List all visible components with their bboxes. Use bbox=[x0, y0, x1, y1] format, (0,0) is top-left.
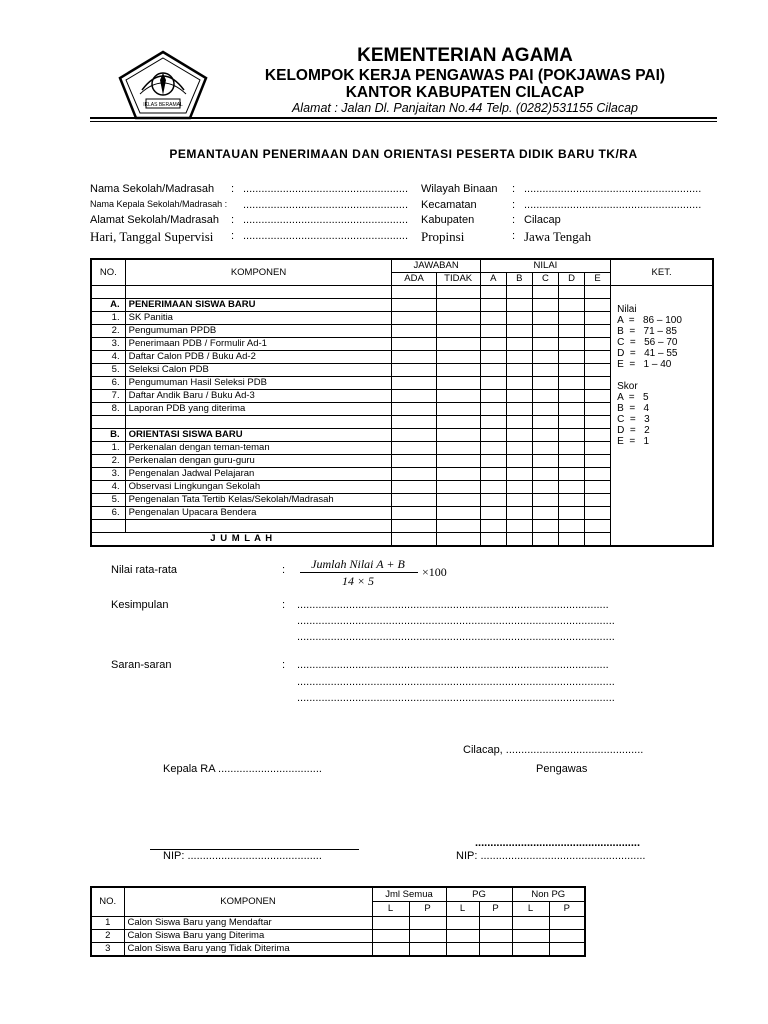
row-text: Pengumuman PPDB bbox=[125, 325, 392, 338]
row-no: 4. bbox=[91, 351, 125, 364]
col-p-header: P bbox=[479, 902, 512, 916]
date-field[interactable]: ...................................................... bbox=[243, 230, 409, 242]
school-name-field[interactable]: ...................................................... bbox=[243, 183, 409, 195]
row-text: Daftar Calon PDB / Buku Ad-2 bbox=[125, 351, 392, 364]
average-label: Nilai rata-rata bbox=[111, 564, 178, 576]
grade-d-header: D bbox=[558, 273, 584, 286]
conclusion-label: Kesimpulan bbox=[111, 599, 169, 611]
logo-banner-text: IKLAS BERAMAL bbox=[143, 102, 183, 108]
province-value: Jawa Tengah bbox=[524, 229, 592, 244]
conclusion-line-1[interactable]: ...................................................................................................... bbox=[297, 599, 609, 611]
office-address: Alamat : Jalan Dl. Panjaitan No.44 Telp. (0282)531155 Cilacap bbox=[291, 101, 639, 115]
col-nilai-header: NILAI bbox=[480, 259, 610, 273]
col-pg-header: PG bbox=[446, 887, 512, 902]
row-no: 5. bbox=[91, 494, 125, 507]
supervisor-nip[interactable]: NIP: ...................................................... bbox=[456, 850, 646, 862]
colon: : bbox=[231, 230, 235, 242]
header-rule-thick bbox=[90, 117, 717, 119]
supervisor-label: Pengawas bbox=[536, 763, 588, 775]
col-jml-semua-header: Jml Semua bbox=[372, 887, 446, 902]
row-text: Daftar Andik Baru / Buku Ad-3 bbox=[125, 390, 392, 403]
col-ada-header: ADA bbox=[392, 273, 436, 286]
row-no: 8. bbox=[91, 403, 125, 416]
suggestion-line-2[interactable]: ........................................................................................................ bbox=[297, 676, 615, 688]
row-text: Pengenalan Jadwal Pelajaran bbox=[125, 468, 392, 481]
row-no: 4. bbox=[91, 481, 125, 494]
colon: : bbox=[512, 230, 516, 242]
row-text: Penerimaan PDB / Formulir Ad-1 bbox=[125, 338, 392, 351]
table-row bbox=[91, 916, 585, 929]
row-no: 1. bbox=[91, 312, 125, 325]
district-label: Kecamatan bbox=[421, 199, 477, 211]
colon: : bbox=[231, 183, 235, 195]
row-text: Calon Siswa Baru yang Tidak Diterima bbox=[124, 942, 372, 956]
col-non-pg-header: Non PG bbox=[512, 887, 585, 902]
row-no: 3. bbox=[91, 338, 125, 351]
row-text: SK Panitia bbox=[125, 312, 392, 325]
row-text: Perkenalan dengan teman-teman bbox=[125, 442, 392, 455]
col-p-header: P bbox=[409, 902, 446, 916]
colon: : bbox=[231, 214, 235, 226]
row-text: Calon Siswa Baru yang Mendaftar bbox=[124, 916, 372, 929]
suggestion-line-1[interactable]: ...................................................................................................... bbox=[297, 659, 609, 671]
school-address-label: Alamat Sekolah/Madrasah bbox=[90, 214, 220, 226]
group-title: KELOMPOK KERJA PENGAWAS PAI (POKJAWAS PAI) bbox=[264, 67, 666, 84]
row-text: Laporan PDB yang diterima bbox=[125, 403, 392, 416]
section-no: B. bbox=[91, 429, 125, 442]
supervisor-name-line[interactable]: ...................................................... bbox=[475, 837, 641, 849]
row-text: Perkenalan dengan guru-guru bbox=[125, 455, 392, 468]
col-tidak-header: TIDAK bbox=[436, 273, 480, 286]
region-field[interactable]: .......................................................... bbox=[524, 183, 702, 195]
suggestion-line-3[interactable]: ........................................................................................................ bbox=[297, 692, 615, 704]
col-jawaban-header: JAWABAN bbox=[392, 259, 480, 273]
row-text: Pengenalan Upacara Bendera bbox=[125, 507, 392, 520]
row-no: 1. bbox=[91, 442, 125, 455]
col-no-header: NO. bbox=[91, 887, 124, 916]
row-text: Pengumuman Hasil Seleksi PDB bbox=[125, 377, 392, 390]
colon: : bbox=[512, 183, 516, 195]
kemenag-logo bbox=[118, 50, 208, 120]
colon: : bbox=[512, 199, 516, 211]
total-label: J U M L A H bbox=[91, 533, 392, 547]
row-text: Seleksi Calon PDB bbox=[125, 364, 392, 377]
ministry-title: KEMENTERIAN AGAMA bbox=[357, 45, 573, 66]
head-ra-label: Kepala RA .................................. bbox=[163, 763, 322, 775]
col-l-header: L bbox=[512, 902, 549, 916]
colon: : bbox=[282, 599, 286, 611]
grade-c-header: C bbox=[532, 273, 558, 286]
row-no: 3. bbox=[91, 468, 125, 481]
grade-a-header: A bbox=[480, 273, 506, 286]
district-field[interactable]: .......................................................... bbox=[524, 199, 702, 211]
regency-label: Kabupaten bbox=[421, 214, 475, 226]
date-label: Hari, Tanggal Supervisi bbox=[90, 229, 214, 244]
row-no: 6. bbox=[91, 507, 125, 520]
col-komponen-header: KOMPONEN bbox=[124, 887, 372, 916]
row-text: Pengenalan Tata Tertib Kelas/Sekolah/Madrasah bbox=[125, 494, 392, 507]
col-l-header: L bbox=[446, 902, 479, 916]
table-row bbox=[91, 929, 585, 942]
office-title: KANTOR KABUPATEN CILACAP bbox=[345, 84, 585, 101]
row-no: 3 bbox=[91, 942, 124, 956]
section-title: PENERIMAAN SISWA BARU bbox=[125, 299, 392, 312]
head-nip[interactable]: NIP: ............................................ bbox=[163, 850, 322, 862]
col-no-header: NO. bbox=[91, 259, 125, 286]
section-title: ORIENTASI SISWA BARU bbox=[125, 429, 392, 442]
head-name-label: Nama Kepala Sekolah/Madrasah : bbox=[90, 199, 228, 209]
row-no: 6. bbox=[91, 377, 125, 390]
colon: : bbox=[512, 214, 516, 226]
row-no: 7. bbox=[91, 390, 125, 403]
spacer-row bbox=[91, 286, 713, 299]
regency-value: Cilacap bbox=[524, 214, 561, 226]
header-rule-thin bbox=[90, 121, 717, 122]
colon: : bbox=[282, 659, 286, 671]
formula-denominator: 14 × 5 bbox=[341, 574, 375, 588]
row-no: 5. bbox=[91, 364, 125, 377]
region-label: Wilayah Binaan bbox=[421, 183, 498, 195]
head-name-field[interactable]: ...................................................... bbox=[243, 199, 409, 211]
formula-multiplier: ×100 bbox=[422, 565, 447, 579]
grade-b-header: B bbox=[506, 273, 532, 286]
school-address-field[interactable]: ...................................................... bbox=[243, 214, 409, 226]
grade-e-header: E bbox=[585, 273, 611, 286]
document-title: PEMANTAUAN PENERIMAAN DAN ORIENTASI PESERTA DIDIK BARU TK/RA bbox=[169, 147, 638, 161]
row-text: Calon Siswa Baru yang Diterima bbox=[124, 929, 372, 942]
conclusion-line-3[interactable]: ........................................................................................................ bbox=[297, 631, 615, 643]
school-name-label: Nama Sekolah/Madrasah bbox=[90, 183, 215, 195]
col-l-header: L bbox=[372, 902, 409, 916]
ket-legend: Nilai A = 86 – 100 B = 71 – 85 C = 56 – 70 D = 41 – 55 E = 1 – 40 Skor A = 5 B = 4 C = 3 D = 2 E = 1 bbox=[611, 286, 713, 547]
assessment-table bbox=[90, 258, 714, 547]
conclusion-line-2[interactable]: ........................................................................................................ bbox=[297, 615, 615, 627]
table-row bbox=[91, 942, 585, 956]
section-no: A. bbox=[91, 299, 125, 312]
student-count-table bbox=[90, 886, 586, 957]
col-komponen-header: KOMPONEN bbox=[125, 259, 392, 286]
row-text: Observasi Lingkungan Sekolah bbox=[125, 481, 392, 494]
col-p-header: P bbox=[549, 902, 585, 916]
row-no: 2. bbox=[91, 455, 125, 468]
row-no: 2 bbox=[91, 929, 124, 942]
colon: : bbox=[282, 564, 286, 576]
row-no: 2. bbox=[91, 325, 125, 338]
col-ket-header: KET. bbox=[611, 259, 713, 286]
suggestion-label: Saran-saran bbox=[111, 659, 172, 671]
fraction-bar bbox=[300, 572, 418, 573]
province-label: Propinsi bbox=[421, 229, 465, 244]
place-date[interactable]: Cilacap, ............................................. bbox=[463, 744, 644, 756]
formula-numerator: Jumlah Nilai A + B bbox=[311, 557, 405, 571]
row-no: 1 bbox=[91, 916, 124, 929]
